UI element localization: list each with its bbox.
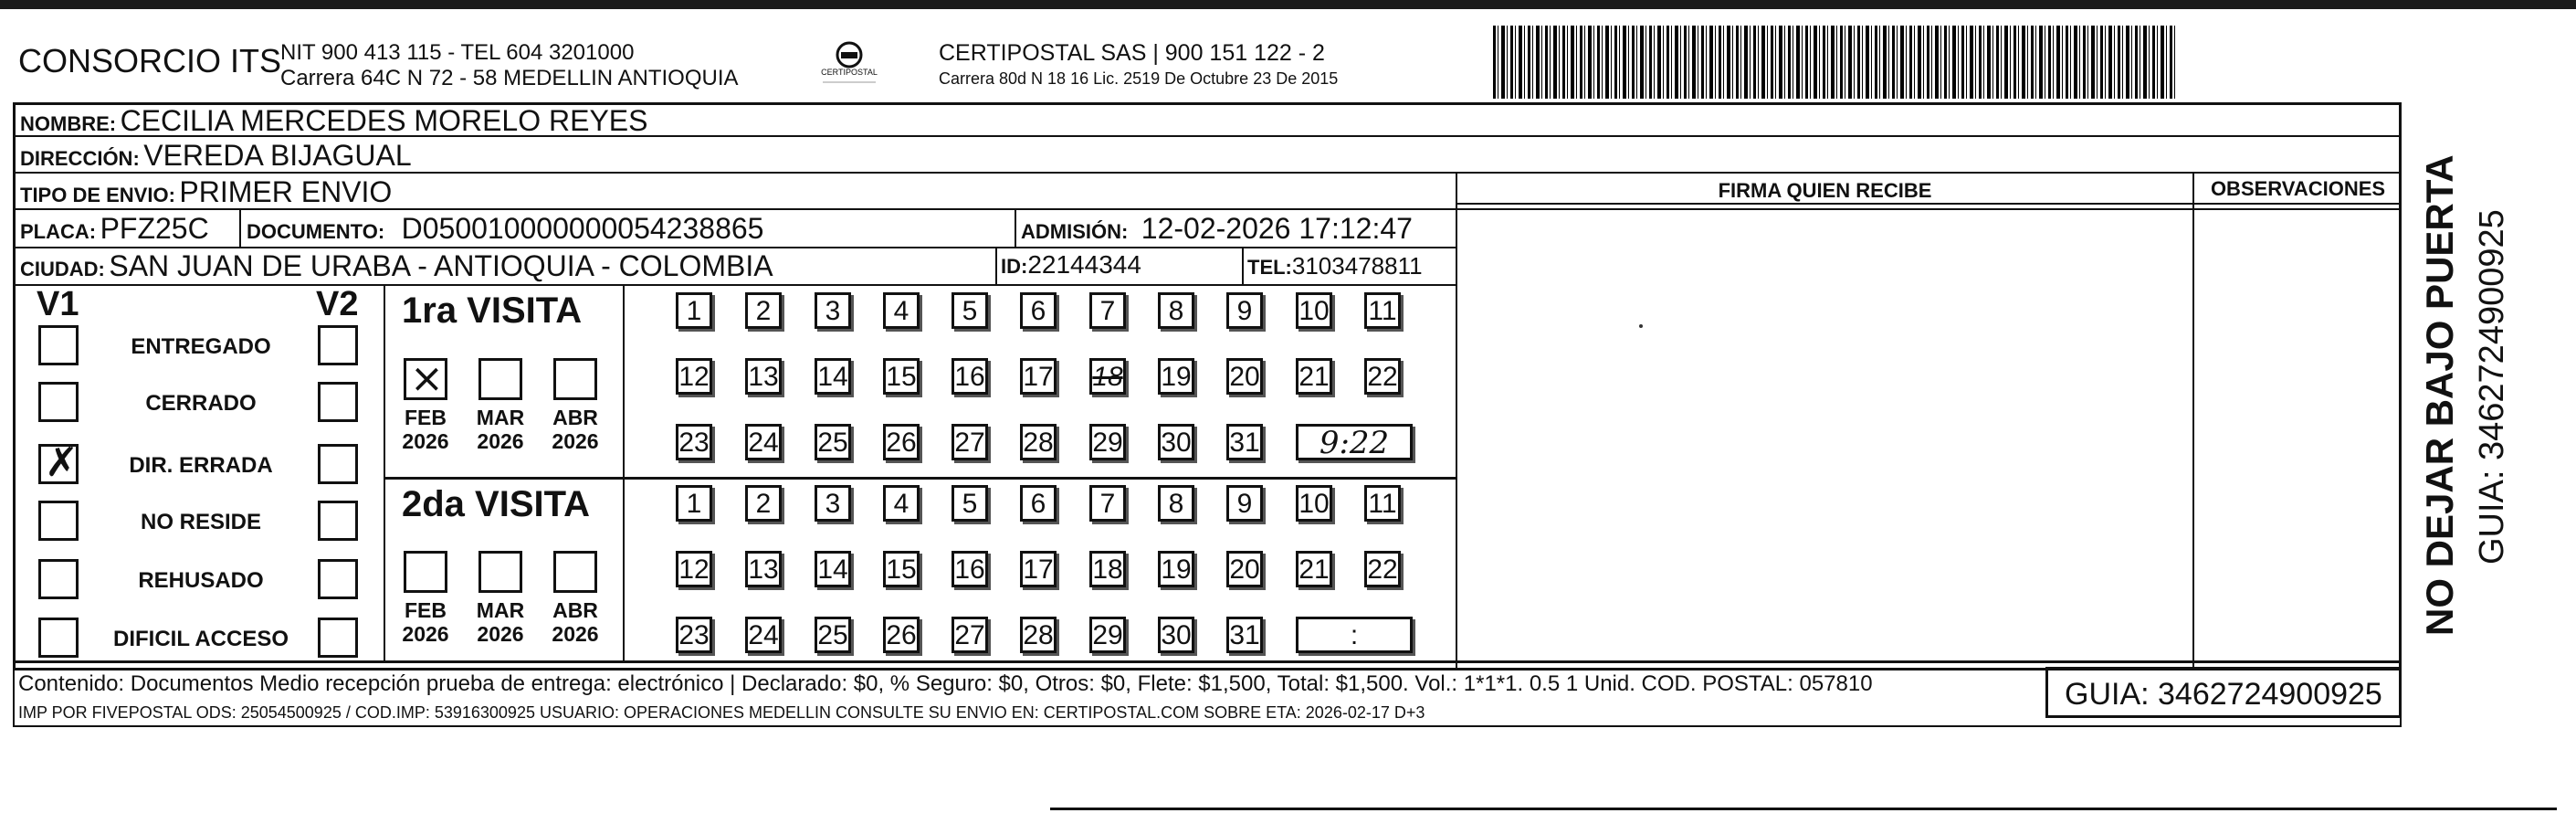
col-line: [623, 284, 625, 660]
month-year: 2026: [402, 622, 449, 646]
day-box[interactable]: 19: [1158, 358, 1194, 395]
guia-side-text: GUIA: 3462724900925: [2473, 209, 2511, 565]
day-box[interactable]: 11: [1364, 292, 1401, 329]
status-option-label: NO RESIDE: [140, 510, 262, 534]
scan-dot: [1639, 324, 1643, 328]
nombre-value: CECILIA MERCEDES MORELO REYES: [120, 104, 648, 137]
row-line: [384, 477, 1456, 480]
month-name: ABR: [552, 406, 598, 429]
check-mark-icon: ⨯: [410, 355, 444, 402]
admision-cell: [1021, 212, 1413, 246]
documento-label: DOCUMENTO:: [247, 220, 385, 243]
tel-value: 3103478811: [1291, 252, 1423, 280]
day-box[interactable]: 9: [1226, 485, 1263, 522]
v2-checkbox[interactable]: [318, 325, 358, 365]
observaciones-label: OBSERVACIONES: [2210, 177, 2386, 200]
day-box[interactable]: 13: [745, 358, 782, 395]
nombre-row: [20, 104, 647, 138]
day-box[interactable]: 4: [883, 485, 920, 522]
day-box[interactable]: 22: [1364, 551, 1401, 587]
day-box[interactable]: 10: [1296, 292, 1332, 329]
v2-checkbox[interactable]: [318, 559, 358, 599]
day-box[interactable]: 15: [883, 358, 920, 395]
id-value: 22144344: [1027, 250, 1141, 279]
documento-value: D050010000000054238865: [401, 212, 764, 245]
month-year: 2026: [552, 622, 599, 646]
day-box[interactable]: 29: [1089, 424, 1126, 460]
direccion-value: VEREDA BIJAGUAL: [143, 139, 412, 172]
day-box[interactable]: 27: [952, 617, 988, 653]
day-box[interactable]: 11: [1364, 485, 1401, 522]
month-checkbox[interactable]: [404, 551, 447, 593]
day-box[interactable]: 30: [1158, 617, 1194, 653]
day-box[interactable]: 19: [1158, 551, 1194, 587]
time-box[interactable]: :: [1296, 617, 1413, 653]
v1-checkbox[interactable]: [38, 501, 79, 541]
tel-label: TEL:: [1247, 256, 1292, 279]
month-checkbox[interactable]: [553, 358, 597, 400]
month-label: [468, 598, 533, 646]
company-address: Carrera 64C N 72 - 58 MEDELLIN ANTIOQUIA: [280, 66, 739, 90]
v1-checkbox[interactable]: [38, 618, 79, 658]
ciudad-label: CIUDAD:: [20, 258, 105, 280]
tipo-value: PRIMER ENVIO: [179, 175, 393, 208]
placa-label: PLACA:: [20, 220, 97, 243]
footer-line2: IMP POR FIVEPOSTAL ODS: 25054500925 / COD.IMP: 53916300925 USUARIO: OPERACIONES MEDELLIN CONSULTE SU ENVIO EN: CERTIPOSTAL.COM SOBRE ETA: 2026-02-17 D+3: [18, 703, 1425, 722]
month-year: 2026: [477, 622, 524, 646]
day-box[interactable]: 25: [815, 617, 851, 653]
day-box[interactable]: 14: [815, 358, 851, 395]
ciudad-cell: [20, 249, 773, 283]
month-label: [542, 598, 608, 646]
day-box[interactable]: 16: [952, 551, 988, 587]
day-box[interactable]: 24: [745, 424, 782, 460]
day-box[interactable]: 6: [1020, 485, 1057, 522]
footer-line1: Contenido: Documentos Medio recepción prueba de entrega: electrónico | Declarado: $0, % Seguro: $0, Otros: $0, Flete: $1,500, Total: $1,500. Vol.: 1*1*1. 0.5 1 Unid. COD. POSTAL: 057810: [18, 671, 1873, 696]
v1-checkbox[interactable]: [38, 559, 79, 599]
day-box[interactable]: 8: [1158, 485, 1194, 522]
day-box[interactable]: 13: [745, 551, 782, 587]
firma-label: FIRMA QUIEN RECIBE: [1718, 179, 1932, 202]
day-box[interactable]: 28: [1020, 617, 1057, 653]
col-line: [1456, 172, 1457, 670]
nombre-label: NOMBRE:: [20, 112, 117, 135]
month-checkbox[interactable]: [553, 551, 597, 593]
day-box[interactable]: 23: [676, 617, 712, 653]
month-checkbox[interactable]: [478, 551, 522, 593]
placa-value: PFZ25C: [100, 212, 209, 245]
day-box[interactable]: 15: [883, 551, 920, 587]
row-line: [1457, 203, 2402, 205]
month-year: 2026: [402, 429, 449, 453]
day-box[interactable]: 17: [1020, 358, 1057, 395]
status-option-label: DIFICIL ACCESO: [112, 627, 289, 651]
col-line: [1242, 247, 1244, 284]
time-box[interactable]: 9:22: [1296, 424, 1413, 460]
logo-text: CERTIPOSTAL: [821, 68, 878, 77]
day-box[interactable]: 17: [1020, 551, 1057, 587]
day-box[interactable]: 16: [952, 358, 988, 395]
company-nit-tel: NIT 900 413 115 - TEL 604 3201000: [280, 40, 635, 65]
certipostal-line2: Carrera 80d N 18 16 Lic. 2519 De Octubre 23 De 2015: [939, 69, 1339, 88]
day-box[interactable]: 4: [883, 292, 920, 329]
day-box[interactable]: 29: [1089, 617, 1126, 653]
day-box[interactable]: 18: [1089, 358, 1126, 395]
col-line: [1015, 208, 1016, 247]
day-box[interactable]: 26: [883, 424, 920, 460]
first-visit-title: 1ra VISITA: [402, 290, 583, 331]
month-year: 2026: [552, 429, 599, 453]
day-box[interactable]: 7: [1089, 292, 1126, 329]
certipostal-line1: CERTIPOSTAL SAS | 900 151 122 - 2: [939, 40, 1325, 66]
day-box[interactable]: 1: [676, 485, 712, 522]
documento-cell: [247, 212, 763, 246]
v2-header: V2: [316, 285, 359, 323]
day-box[interactable]: 1: [676, 292, 712, 329]
day-box[interactable]: 25: [815, 424, 851, 460]
bottom-edge-line: [1050, 808, 2557, 810]
day-box[interactable]: 12: [676, 551, 712, 587]
day-box[interactable]: 2: [745, 292, 782, 329]
day-box[interactable]: 21: [1296, 358, 1332, 395]
month-name: MAR: [476, 598, 525, 622]
month-label: [393, 406, 458, 453]
row-line: [13, 284, 1456, 286]
status-option-label: REHUSADO: [138, 568, 264, 593]
day-box[interactable]: 14: [815, 551, 851, 587]
day-box[interactable]: 30: [1158, 424, 1194, 460]
row-line: [13, 247, 1456, 248]
barcode: [1493, 26, 2175, 99]
month-year: 2026: [477, 429, 524, 453]
second-visit-title: 2da VISITA: [402, 484, 590, 524]
day-box[interactable]: 21: [1296, 551, 1332, 587]
day-box[interactable]: 6: [1020, 292, 1057, 329]
v1-checkbox[interactable]: [38, 325, 79, 365]
month-checkbox[interactable]: [404, 355, 447, 402]
tel-cell: [1247, 252, 1423, 280]
month-label: [542, 406, 608, 453]
id-cell: [1001, 250, 1141, 280]
admision-label: ADMISIÓN:: [1021, 220, 1129, 243]
v1-header: V1: [37, 285, 79, 323]
month-label: [468, 406, 533, 453]
tipo-row: [20, 175, 392, 209]
check-mark-icon: ✗: [45, 439, 79, 486]
day-box[interactable]: 31: [1226, 424, 1263, 460]
day-box[interactable]: 22: [1364, 358, 1401, 395]
col-line: [2192, 172, 2194, 670]
v2-checkbox[interactable]: [318, 444, 358, 484]
header: [0, 9, 2466, 100]
status-option-label: ENTREGADO: [131, 334, 271, 359]
day-box[interactable]: 28: [1020, 424, 1057, 460]
day-box[interactable]: 3: [815, 485, 851, 522]
month-name: MAR: [476, 406, 525, 429]
month-checkbox[interactable]: [478, 358, 522, 400]
day-box[interactable]: 23: [676, 424, 712, 460]
day-box[interactable]: 24: [745, 617, 782, 653]
v2-checkbox[interactable]: [318, 382, 358, 422]
ciudad-value: SAN JUAN DE URABA - ANTIOQUIA - COLOMBIA: [109, 249, 773, 282]
day-box[interactable]: 31: [1226, 617, 1263, 653]
month-name: ABR: [552, 598, 598, 622]
col-line: [239, 208, 241, 247]
v1-checkbox[interactable]: [38, 382, 79, 422]
day-box[interactable]: 8: [1158, 292, 1194, 329]
certipostal-logo: [817, 40, 881, 86]
status-option-label: DIR. ERRADA: [129, 453, 273, 478]
day-box[interactable]: 3: [815, 292, 851, 329]
day-box[interactable]: 27: [952, 424, 988, 460]
guia-box-text: GUIA: 3462724900925: [2065, 677, 2382, 712]
day-box[interactable]: 20: [1226, 551, 1263, 587]
v1-checkbox[interactable]: [38, 439, 79, 486]
day-box[interactable]: 20: [1226, 358, 1263, 395]
month-label: [393, 598, 458, 646]
company-name: CONSORCIO ITS: [18, 42, 282, 79]
admision-value: 12-02-2026 17:12:47: [1141, 212, 1413, 245]
direccion-row: [20, 139, 412, 173]
month-name: FEB: [405, 598, 447, 622]
day-box[interactable]: 9: [1226, 292, 1263, 329]
v2-checkbox[interactable]: [318, 618, 358, 658]
day-box[interactable]: 2: [745, 485, 782, 522]
placa-cell: [20, 212, 209, 246]
day-box[interactable]: 5: [952, 485, 988, 522]
day-box[interactable]: 12: [676, 358, 712, 395]
day-box[interactable]: 7: [1089, 485, 1126, 522]
no-dejar-side-text: NO DEJAR BAJO PUERTA: [2418, 154, 2461, 636]
footer-frame: [13, 663, 2402, 727]
top-edge-band: [0, 0, 2576, 9]
day-box[interactable]: 18: [1089, 551, 1126, 587]
status-option-label: CERRADO: [145, 391, 257, 416]
direccion-label: DIRECCIÓN:: [20, 147, 140, 170]
v2-checkbox[interactable]: [318, 501, 358, 541]
day-box[interactable]: 26: [883, 617, 920, 653]
tipo-label: TIPO DE ENVIO:: [20, 184, 175, 206]
month-name: FEB: [405, 406, 447, 429]
col-line: [995, 247, 997, 284]
id-label: ID:: [1001, 255, 1028, 278]
col-line: [384, 284, 385, 660]
day-box[interactable]: 5: [952, 292, 988, 329]
day-box[interactable]: 10: [1296, 485, 1332, 522]
